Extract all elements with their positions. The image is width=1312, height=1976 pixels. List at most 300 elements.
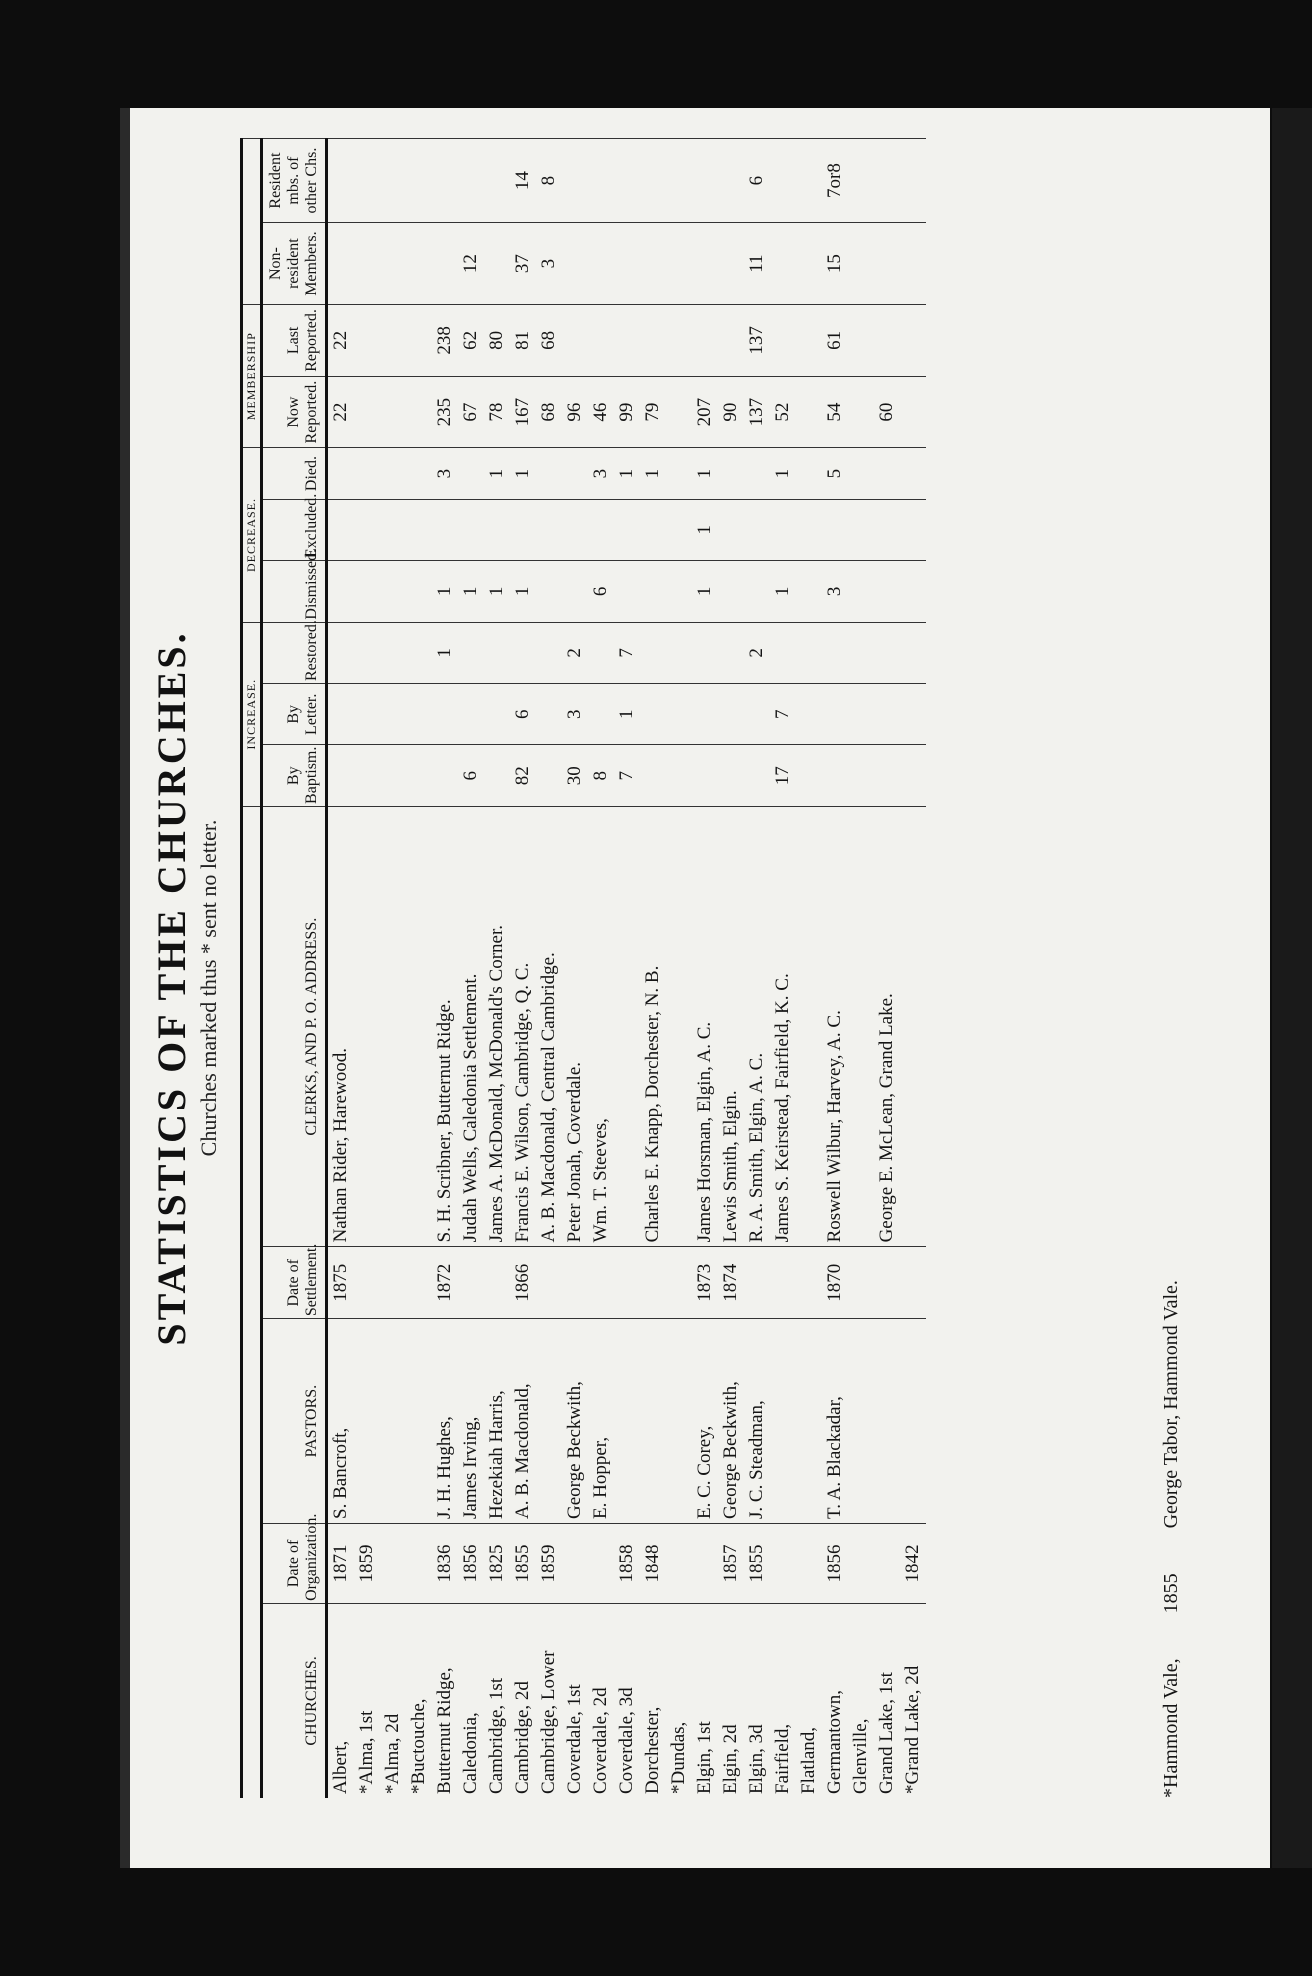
table-cell (666, 684, 692, 745)
column-header: Date of Settlement. (262, 1247, 327, 1319)
table-cell (822, 622, 848, 683)
table-cell (796, 305, 822, 377)
table-cell: 3 (588, 448, 614, 499)
table-cell (692, 223, 718, 305)
table-cell (484, 1247, 510, 1319)
column-header: By Letter. (262, 684, 327, 745)
table-cell: 52 (770, 376, 796, 448)
table-cell: George E. McLean, Grand Lake. (874, 806, 900, 1246)
table-cell (380, 684, 406, 745)
table-cell (718, 448, 744, 499)
table-cell (458, 139, 484, 223)
table-cell (640, 305, 666, 377)
table-cell (796, 684, 822, 745)
table-cell (327, 223, 355, 305)
table-cell (432, 684, 458, 745)
table-cell: 3 (562, 684, 588, 745)
table-cell: 1866 (510, 1247, 536, 1319)
table-cell (536, 1319, 562, 1524)
table-cell (822, 499, 848, 560)
table-cell (848, 448, 874, 499)
table-row (562, 139, 588, 1799)
table-cell: 11 (744, 223, 770, 305)
table-cell: 17 (770, 745, 796, 806)
table-cell (900, 1247, 926, 1319)
table-cell (588, 1247, 614, 1319)
table-cell: 1871 (327, 1523, 355, 1603)
table-row (718, 139, 744, 1799)
table-cell: R. A. Smith, Elgin, A. C. (744, 806, 770, 1246)
table-cell (666, 1319, 692, 1524)
table-cell: Charles E. Knapp, Dorchester, N. B. (640, 806, 666, 1246)
table-cell (718, 684, 744, 745)
table-cell (406, 376, 432, 448)
footer-row (1160, 1240, 1183, 1798)
table-cell: 6 (510, 684, 536, 745)
column-header: Date of Organization. (262, 1523, 327, 1603)
table-cell: Peter Jonah, Coverdale. (562, 806, 588, 1246)
table-cell (666, 806, 692, 1246)
table-cell: 78 (484, 376, 510, 448)
table-cell (536, 745, 562, 806)
table-cell: 1 (458, 561, 484, 622)
table-row (536, 139, 562, 1799)
table-row (354, 139, 380, 1799)
table-row (484, 139, 510, 1799)
table-cell: 1859 (354, 1523, 380, 1603)
table-cell: S. Bancroft, (327, 1319, 355, 1524)
table-row (822, 139, 848, 1799)
table-cell (848, 223, 874, 305)
table-cell (692, 305, 718, 377)
table-cell: Hezekiah Harris, (484, 1319, 510, 1524)
table-cell: Cambridge, 2d (510, 1603, 536, 1798)
table-cell (562, 448, 588, 499)
table-cell: Elgin, 1st (692, 1603, 718, 1798)
table-cell (354, 139, 380, 223)
table-cell: 1875 (327, 1247, 355, 1319)
table-row (406, 139, 432, 1799)
table-cell: 15 (822, 223, 848, 305)
table-cell: James A. McDonald, McDonald's Corner. (484, 806, 510, 1246)
table-cell: 238 (432, 305, 458, 377)
table-cell: Glenville, (848, 1603, 874, 1798)
table-cell (536, 499, 562, 560)
table-cell: 6 (458, 745, 484, 806)
table-cell: Francis E. Wilson, Cambridge, Q. C. (510, 806, 536, 1246)
table-cell: 67 (458, 376, 484, 448)
table-cell (770, 622, 796, 683)
table-cell: 68 (536, 376, 562, 448)
column-header: Restored. (262, 622, 327, 683)
table-cell: Dorchester, (640, 1603, 666, 1798)
table-cell (874, 499, 900, 560)
table-cell (562, 139, 588, 223)
table-cell (874, 223, 900, 305)
table-cell (822, 684, 848, 745)
table-row (744, 139, 770, 1799)
table-cell (588, 684, 614, 745)
table-cell (588, 622, 614, 683)
table-row (640, 139, 666, 1799)
table-cell: 1857 (718, 1523, 744, 1603)
table-cell: 1856 (822, 1523, 848, 1603)
table-cell: 1 (614, 684, 640, 745)
table-cell (666, 561, 692, 622)
table-cell (562, 561, 588, 622)
table-cell (900, 561, 926, 622)
increase-group-header: INCREASE. (242, 622, 262, 806)
table-cell (900, 139, 926, 223)
table-cell: S. H. Scribner, Butternut Ridge. (432, 806, 458, 1246)
table-cell (327, 684, 355, 745)
table-cell (874, 305, 900, 377)
table-cell (354, 561, 380, 622)
table-cell (796, 499, 822, 560)
table-cell (874, 139, 900, 223)
table-cell: 1 (770, 561, 796, 622)
table-cell (770, 499, 796, 560)
table-cell: Lewis Smith, Elgin. (718, 806, 744, 1246)
table-row (327, 139, 355, 1799)
table-cell: Cambridge, 1st (484, 1603, 510, 1798)
table-cell: 167 (510, 376, 536, 448)
table-cell: 3 (536, 223, 562, 305)
table-cell (406, 499, 432, 560)
table-cell (666, 139, 692, 223)
table-cell (614, 561, 640, 622)
table-cell: Nathan Rider, Harewood. (327, 806, 355, 1246)
table-cell: James S. Keirstead, Fairfield, K. C. (770, 806, 796, 1246)
table-cell (406, 622, 432, 683)
table-cell: E. C. Corey, (692, 1319, 718, 1524)
table-cell (796, 561, 822, 622)
table-cell (692, 745, 718, 806)
table-cell (900, 745, 926, 806)
table-cell: 81 (510, 305, 536, 377)
table-cell (354, 684, 380, 745)
table-cell: T. A. Blackadar, (822, 1319, 848, 1524)
table-cell (666, 499, 692, 560)
table-cell (640, 1247, 666, 1319)
table-cell (380, 745, 406, 806)
table-cell: Fairfield, (770, 1603, 796, 1798)
table-cell: 1 (510, 561, 536, 622)
table-cell (874, 448, 900, 499)
table-cell (640, 223, 666, 305)
table-cell (327, 622, 355, 683)
table-cell (406, 448, 432, 499)
table-cell (354, 305, 380, 377)
table-cell (848, 561, 874, 622)
table-cell (406, 1247, 432, 1319)
table-cell (744, 684, 770, 745)
table-cell: *Alma, 2d (380, 1603, 406, 1798)
table-cell (718, 139, 744, 223)
table-cell: 6 (744, 139, 770, 223)
table-cell (666, 223, 692, 305)
table-cell (796, 622, 822, 683)
table-cell (327, 448, 355, 499)
table-cell: 1 (692, 448, 718, 499)
table-cell (354, 376, 380, 448)
column-header: PASTORS. (262, 1319, 327, 1524)
table-cell (458, 684, 484, 745)
table-cell: 6 (588, 561, 614, 622)
table-cell: A. B. Macdonald, Central Cambridge. (536, 806, 562, 1246)
table-cell: J. C. Steadman, (744, 1319, 770, 1524)
table-cell (536, 684, 562, 745)
table-cell (666, 448, 692, 499)
table-cell (900, 223, 926, 305)
table-cell: 1825 (484, 1523, 510, 1603)
table-cell (380, 223, 406, 305)
table-row (432, 139, 458, 1799)
table-cell (796, 376, 822, 448)
table-cell (692, 1523, 718, 1603)
table-cell: Grand Lake, 1st (874, 1603, 900, 1798)
table-cell: 12 (458, 223, 484, 305)
table-row (380, 139, 406, 1799)
table-cell (900, 622, 926, 683)
footer-clerk: George Tabor, Hammond Vale. (1160, 1280, 1182, 1529)
table-cell: 137 (744, 376, 770, 448)
table-cell (380, 1319, 406, 1524)
table-cell (718, 223, 744, 305)
table-cell: Coverdale, 3d (614, 1603, 640, 1798)
table-cell (406, 1319, 432, 1524)
table-cell: 99 (614, 376, 640, 448)
table-cell: 1873 (692, 1247, 718, 1319)
table-cell: 22 (327, 376, 355, 448)
table-cell (848, 1523, 874, 1603)
table-cell (562, 1523, 588, 1603)
table-cell: Wm. T. Steeves, (588, 806, 614, 1246)
table-cell (536, 448, 562, 499)
table-cell (406, 745, 432, 806)
table-cell: 1 (432, 561, 458, 622)
table-cell (406, 806, 432, 1246)
column-header: Died. (262, 448, 327, 499)
table-cell (484, 139, 510, 223)
table-cell (432, 223, 458, 305)
table-row (458, 139, 484, 1799)
table-cell (744, 1247, 770, 1319)
table-cell (744, 745, 770, 806)
table-row (874, 139, 900, 1799)
table-cell (640, 1319, 666, 1524)
table-cell: 7 (614, 622, 640, 683)
table-cell (588, 305, 614, 377)
table-cell (640, 684, 666, 745)
table-cell: James Irving, (458, 1319, 484, 1524)
table-cell (718, 745, 744, 806)
table-cell (744, 448, 770, 499)
table-cell (666, 305, 692, 377)
table-cell (848, 806, 874, 1246)
table-cell (562, 499, 588, 560)
table-cell (640, 139, 666, 223)
table-cell (380, 305, 406, 377)
table-cell (848, 139, 874, 223)
table-cell: 54 (822, 376, 848, 448)
table-cell (848, 499, 874, 560)
table-cell (406, 139, 432, 223)
table-cell: 90 (718, 376, 744, 448)
table-cell: George Beckwith, (718, 1319, 744, 1524)
table-cell: Coverdale, 1st (562, 1603, 588, 1798)
table-cell (354, 223, 380, 305)
table-cell: 60 (874, 376, 900, 448)
table-cell (796, 1247, 822, 1319)
table-cell (354, 1319, 380, 1524)
table-cell (848, 1319, 874, 1524)
table-cell (770, 1523, 796, 1603)
table-cell (666, 1247, 692, 1319)
table-cell (354, 448, 380, 499)
table-row (796, 139, 822, 1799)
table-cell (718, 499, 744, 560)
table-cell (666, 745, 692, 806)
table-cell (900, 684, 926, 745)
column-header: By Baptism. (262, 745, 327, 806)
table-cell (406, 1523, 432, 1603)
decrease-group-header: DECREASE. (242, 448, 262, 622)
table-cell (354, 622, 380, 683)
table-cell (874, 745, 900, 806)
table-cell (614, 139, 640, 223)
footer-date: 1855 (1160, 1573, 1182, 1614)
table-row (666, 139, 692, 1799)
table-cell (536, 1247, 562, 1319)
table-cell: 22 (327, 305, 355, 377)
table-cell (900, 806, 926, 1246)
table-cell (900, 305, 926, 377)
table-cell (614, 1319, 640, 1524)
table-row (848, 139, 874, 1799)
table-cell (796, 1523, 822, 1603)
table-cell: Elgin, 3d (744, 1603, 770, 1798)
table-cell (900, 1319, 926, 1524)
column-header-row (262, 139, 327, 1799)
table-cell (380, 1247, 406, 1319)
table-cell: 1848 (640, 1523, 666, 1603)
table-cell: 3 (822, 561, 848, 622)
table-cell (354, 1247, 380, 1319)
table-cell (614, 499, 640, 560)
table-cell: 1858 (614, 1523, 640, 1603)
table-cell (900, 499, 926, 560)
table-cell (458, 622, 484, 683)
table-cell (796, 745, 822, 806)
table-cell (588, 223, 614, 305)
table-cell: 137 (744, 305, 770, 377)
table-cell: 96 (562, 376, 588, 448)
page-subtitle: Churches marked thus * sent no letter. (196, 819, 221, 1157)
table-cell: 235 (432, 376, 458, 448)
table-cell: 8 (588, 745, 614, 806)
table-cell (796, 448, 822, 499)
table-cell (874, 622, 900, 683)
table-cell: 30 (562, 745, 588, 806)
table-cell (354, 745, 380, 806)
table-row (588, 139, 614, 1799)
table-cell: Butternut Ridge, (432, 1603, 458, 1798)
table-cell: 1842 (900, 1523, 926, 1603)
table-cell (796, 139, 822, 223)
table-cell (666, 1523, 692, 1603)
table-cell: Elgin, 2d (718, 1603, 744, 1798)
statistics-table (240, 138, 926, 1798)
table-cell (796, 1319, 822, 1524)
table-cell (484, 622, 510, 683)
table-cell: 46 (588, 376, 614, 448)
table-cell: 207 (692, 376, 718, 448)
table-cell (848, 745, 874, 806)
table-cell (458, 499, 484, 560)
table-cell (536, 561, 562, 622)
table-cell (406, 223, 432, 305)
table-cell (744, 561, 770, 622)
column-header: Excluded. (262, 499, 327, 560)
table-cell: 80 (484, 305, 510, 377)
table-cell (354, 499, 380, 560)
table-cell: 62 (458, 305, 484, 377)
table-cell (588, 1523, 614, 1603)
column-header: Dismissed. (262, 561, 327, 622)
table-cell (510, 622, 536, 683)
table-row (614, 139, 640, 1799)
table-cell (744, 499, 770, 560)
table-body (327, 139, 927, 1799)
table-cell: *Alma, 1st (354, 1603, 380, 1798)
column-header: Non-resident Members. (262, 223, 327, 305)
table-cell: Germantown, (822, 1603, 848, 1798)
table-cell: 68 (536, 305, 562, 377)
ledger-page (120, 108, 1270, 1868)
table-cell (770, 139, 796, 223)
table-cell: 14 (510, 139, 536, 223)
table-cell (406, 305, 432, 377)
table-cell: 37 (510, 223, 536, 305)
table-cell: 1 (614, 448, 640, 499)
table-cell (327, 499, 355, 560)
table-cell (432, 499, 458, 560)
table-cell (562, 1247, 588, 1319)
table-cell (874, 561, 900, 622)
table-cell: 2 (744, 622, 770, 683)
table-cell: A. B. Macdonald, (510, 1319, 536, 1524)
table-cell: 1 (692, 499, 718, 560)
table-cell: Cambridge, Lower (536, 1603, 562, 1798)
column-header: Resident mbs. of other Chs. (262, 139, 327, 223)
table-cell (874, 1247, 900, 1319)
table-cell: James Horsman, Elgin, A. C. (692, 806, 718, 1246)
table-cell (640, 561, 666, 622)
table-cell: 3 (432, 448, 458, 499)
table-row (770, 139, 796, 1799)
table-cell (458, 1247, 484, 1319)
table-cell (848, 684, 874, 745)
table-cell: *Grand Lake, 2d (900, 1603, 926, 1798)
table-cell: E. Hopper, (588, 1319, 614, 1524)
table-cell: Coverdale, 2d (588, 1603, 614, 1798)
table-cell (562, 305, 588, 377)
table-cell (327, 561, 355, 622)
table-cell (848, 305, 874, 377)
table-cell: 1874 (718, 1247, 744, 1319)
footer-church: *Hammond Vale, (1160, 1658, 1182, 1798)
